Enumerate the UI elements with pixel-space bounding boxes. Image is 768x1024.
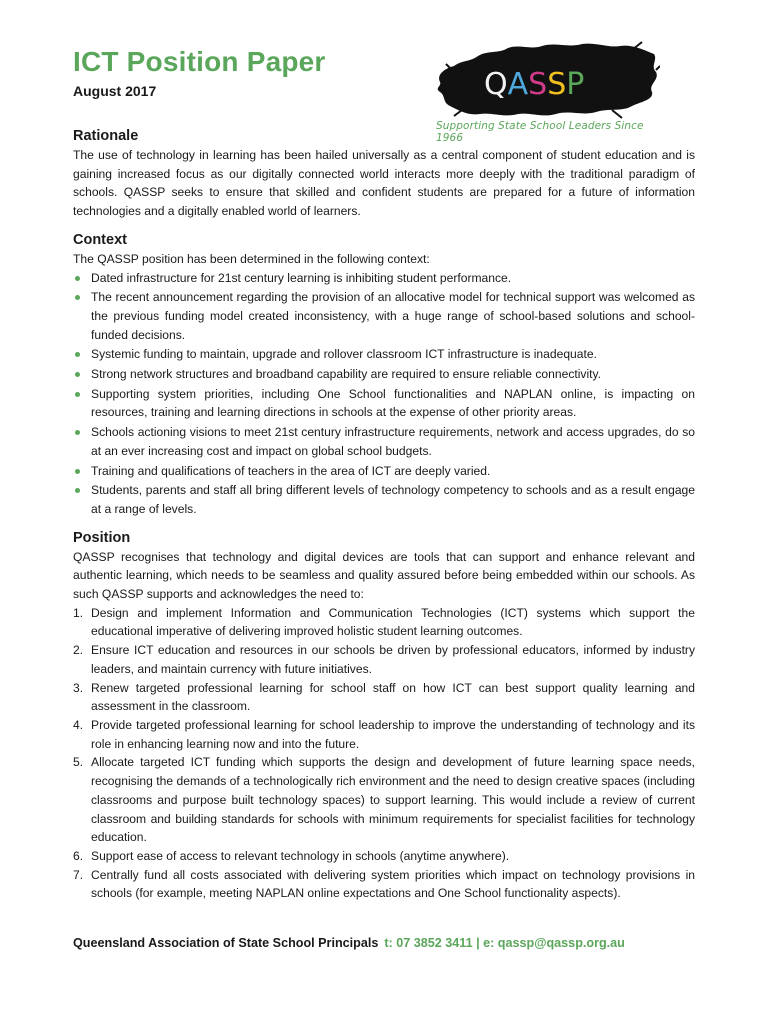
list-item-text: Centrally fund all costs associated with delivering system priorities which impact on technology provisions in schools (for example, meeting NAPLAN online expectations and One School functionality aspects). — [91, 867, 695, 901]
position-list — [73, 604, 695, 903]
context-section — [73, 230, 695, 519]
rationale-section — [73, 126, 695, 221]
list-item — [73, 462, 695, 481]
list-item — [73, 288, 695, 344]
list-number: 6. — [73, 848, 84, 863]
list-item-text: Students, parents and staff all bring different levels of technology competency to schools and as a result engage at a range of levels. — [91, 483, 695, 516]
bullet-icon — [75, 488, 80, 493]
context-heading: Context — [73, 231, 127, 248]
list-item-text: The recent announcement regarding the provision of an allocative model for technical support was welcomed as the previous funding model created inconsistency, with a huge range of school-based solutions and school-funded decisions. — [91, 290, 695, 342]
list-number: 7. — [73, 867, 84, 882]
list-item-text: Supporting system priorities, including One School functionalities and NAPLAN online, is impacting on resources, training and learning directions in schools at the expense of other priority areas. — [91, 386, 695, 420]
footer-organisation: Queensland Association of State School Principals — [73, 936, 379, 950]
list-item — [73, 481, 695, 518]
list-item-text: Schools actioning visions to meet 21st century infrastructure requirements, network and access upgrades, do so at an ever increasing cost and impact on global school budgets. — [91, 425, 695, 458]
list-item-text: Provide targeted professional learning for school leadership to improve the understanding of technology and its role in enhancing learning now and into the future. — [91, 717, 695, 751]
rationale-heading: Rationale — [73, 128, 139, 144]
bullet-icon — [75, 430, 80, 435]
logo-tagline: Supporting State School Leaders Since 1966 — [436, 120, 644, 144]
list-item-text: Ensure ICT education and resources in our schools be driven by professional educators, informed by industry leaders, and maintain currency with future initiatives. — [91, 643, 695, 676]
list-item — [73, 604, 695, 641]
context-intro: The QASSP position has been determined in the following context: — [73, 251, 430, 266]
context-list — [73, 269, 695, 519]
svg-text:QASSP: QASSP — [484, 67, 585, 102]
list-item-text: Allocate targeted ICT funding which supports the design and development of future learning space needs, recognising the demands of a technologically rich environment and the need to design creative spaces (including classrooms and purpose built technology spaces) to support learning. This would include a review of current classroom and building standards for schools with minimum requirements for specialist facilities for technology education. — [91, 755, 695, 845]
list-item — [73, 345, 695, 364]
list-item — [73, 679, 695, 716]
list-item — [73, 269, 695, 288]
position-heading: Position — [73, 529, 131, 546]
list-item-text: Systemic funding to maintain, upgrade and rollover classroom ICT infrastructure is inadequate. — [91, 347, 597, 362]
list-number: 4. — [73, 717, 84, 732]
position-section — [73, 528, 695, 903]
list-item — [73, 847, 695, 866]
list-number: 2. — [73, 643, 84, 658]
document-footer — [73, 936, 625, 950]
page-title: ICT Position Paper — [73, 46, 326, 77]
list-number: 5. — [73, 755, 84, 770]
list-item — [73, 365, 695, 384]
position-intro: QASSP recognises that technology and digital devices are tools that can support and enhance relevant and authentic learning, which needs to be seamless and quality assured before being embedded within our schools. As such QASSP supports and acknowledges the need to: — [73, 549, 695, 602]
list-item-text: Design and implement Information and Communication Technologies (ICT) systems which support the educational imperative of delivering improved holistic student learning outcomes. — [91, 605, 695, 639]
rationale-text: The use of technology in learning has been hailed universally as a central component of student education and is gaining increased focus as our digitally connected world interacts more deeply with the traditional paradigm of schools. QASSP seeks to ensure that skilled and confident students are prepared for a future of information technologies and a digitally enabled world of learners. — [73, 148, 695, 219]
list-item-text: Support ease of access to relevant technology in schools (anytime anywhere). — [91, 848, 510, 863]
bullet-icon — [75, 276, 80, 281]
bullet-icon — [75, 469, 80, 474]
list-item-text: Renew targeted professional learning for school staff on how ICT can best support quality learning and assessment in the classroom. — [91, 680, 695, 714]
list-item — [73, 716, 695, 753]
list-number: 3. — [73, 680, 84, 695]
list-item — [73, 385, 695, 422]
list-item-text: Dated infrastructure for 21st century learning is inhibiting student performance. — [91, 270, 512, 285]
bullet-icon — [75, 372, 80, 377]
footer-contact: t: 07 3852 3411 | e: qassp@qassp.org.au — [384, 936, 625, 950]
list-item-text: Training and qualifications of teachers in the area of ICT are deeply varied. — [91, 463, 491, 478]
list-item — [73, 423, 695, 460]
list-item — [73, 866, 695, 903]
list-item — [73, 753, 695, 847]
bullet-icon — [75, 295, 80, 300]
bullet-icon — [75, 352, 80, 357]
list-number: 1. — [73, 605, 84, 620]
document-body — [73, 126, 695, 912]
list-item-text: Strong network structures and broadband capability are required to ensure reliable connectivity. — [91, 367, 602, 382]
bullet-icon — [75, 392, 80, 397]
list-item — [73, 641, 695, 678]
document-date: August 2017 — [73, 83, 157, 99]
